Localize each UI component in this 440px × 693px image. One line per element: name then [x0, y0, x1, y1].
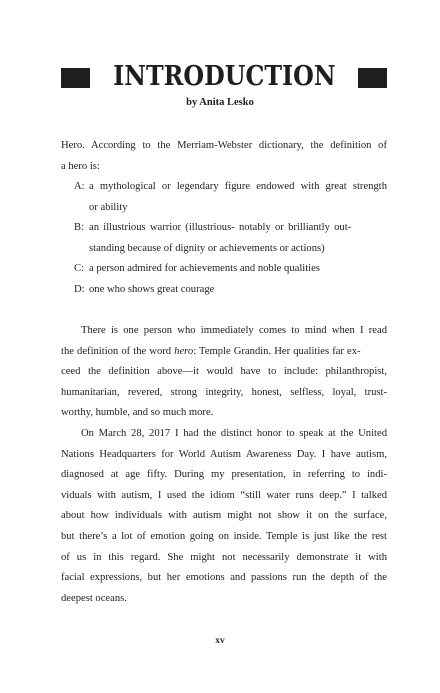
- text-line: On March 28, 2017 I had the distinct honor to speak at the United: [81, 428, 387, 439]
- text-line: There is one person who immediately comes to mind when I read: [81, 325, 387, 336]
- text-fragment: : Temple Grandin. Her qualities far ex-: [193, 345, 361, 357]
- definition-text: a person admired for achievements and noble qualities: [89, 263, 320, 275]
- definition-letter: D:: [74, 283, 85, 295]
- text-line: Nations Headquarters for World Autism Awareness Day. I have autism,: [61, 448, 387, 460]
- text-line: of us in this regard. She might not necessarily demonstrate it with: [61, 551, 387, 563]
- text-line: worthy, humble, and so much more.: [61, 407, 214, 419]
- definition-item-c: [74, 259, 387, 280]
- definition-item-b: [74, 218, 387, 259]
- heading-bar-right: [358, 68, 387, 88]
- definition-letter: A:: [74, 181, 85, 192]
- author-byline: by Anita Lesko: [186, 97, 254, 108]
- definition-item-d: [74, 280, 387, 301]
- text-line: about how individuals with autism might not show it on the surface,: [61, 510, 387, 522]
- definition-text: an illustrious warrior (illustrious- notably or brilliantly out-: [89, 222, 352, 234]
- text-line: deepest oceans.: [61, 592, 127, 604]
- chapter-heading: [61, 60, 387, 94]
- emphasized-word: hero: [174, 345, 194, 357]
- text-line: [61, 342, 387, 363]
- definition-letter: C:: [74, 263, 85, 275]
- paragraph-temple: [61, 321, 387, 424]
- text-line: but there’s a lot of emotion going on inside. Temple is just like the rest: [61, 530, 387, 542]
- definition-text: one who shows great courage: [89, 283, 215, 295]
- definition-text: standing because of dignity or achievements or actions): [89, 242, 325, 254]
- definition-text: a mythological or legendary figure endowed with great strength: [89, 181, 387, 192]
- text-line: Hero. According to the Merriam-Webster dictionary, the definition of: [61, 140, 387, 151]
- text-line: viduals with autism, I used the idiom “still water runs deep.” I talked: [61, 489, 387, 501]
- definition-list: [74, 177, 387, 301]
- chapter-title: INTRODUCTION: [112, 61, 336, 92]
- text-line: diagnosed at age fifty. During my presentation, in referring to indi-: [61, 469, 387, 481]
- text-line: ceed the definition above—it would have to include: philanthropist,: [61, 366, 387, 378]
- definition-text: or ability: [89, 201, 128, 213]
- definition-letter: B:: [74, 222, 85, 234]
- heading-bar-left: [61, 68, 90, 88]
- text-line: facial expressions, but her emotions and passions run the depth of the: [61, 572, 387, 584]
- definition-item-a: [74, 177, 387, 218]
- text-line: a hero is:: [61, 160, 100, 172]
- paragraph-united-nations: [61, 424, 387, 609]
- intro-text: [61, 136, 387, 177]
- text-line: humanitarian, revered, strong integrity, honest, selfless, loyal, trust-: [61, 386, 387, 398]
- text-fragment: the definition of the word: [61, 345, 175, 357]
- page-number: xv: [215, 636, 225, 646]
